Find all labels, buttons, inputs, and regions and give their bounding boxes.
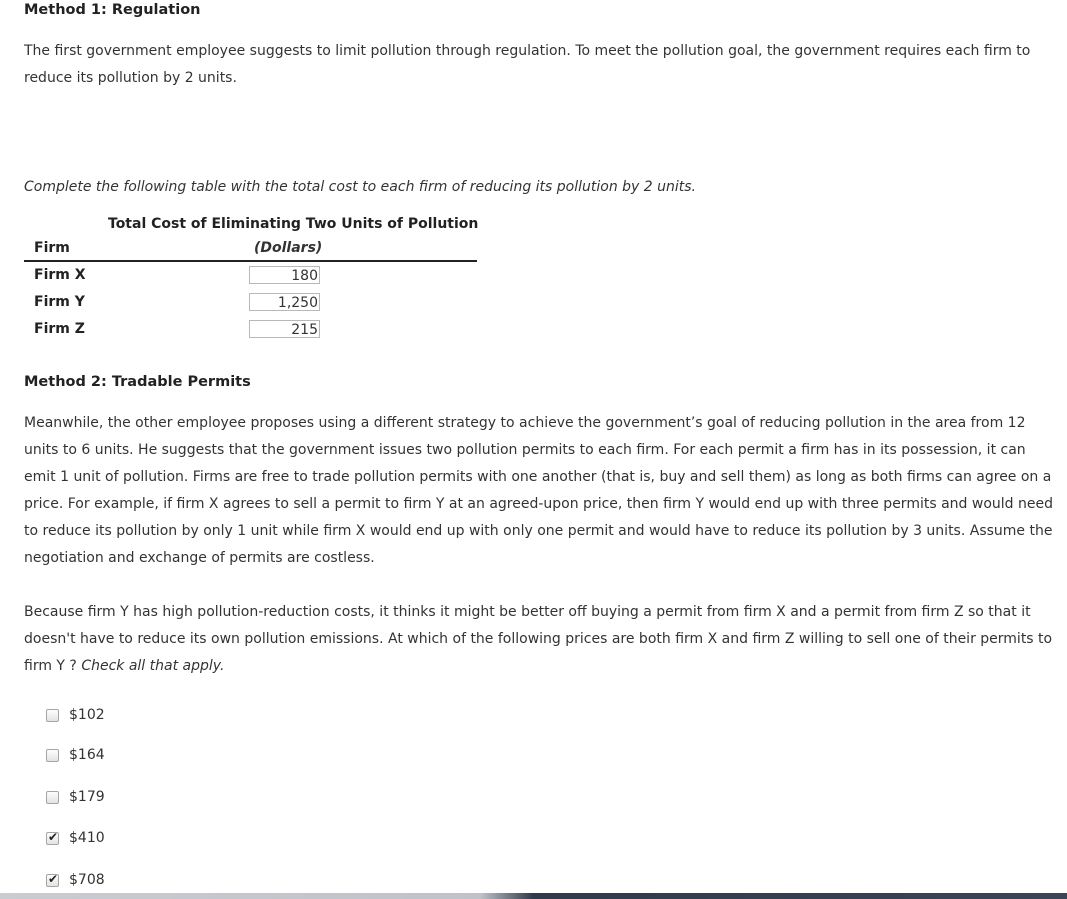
option-410[interactable]: [46, 827, 246, 851]
table-row: [24, 264, 477, 288]
checkmark-icon: ✔: [48, 830, 59, 844]
method2-heading: Method 2: Tradable Permits: [24, 374, 251, 390]
option-164[interactable]: [46, 744, 246, 768]
method2-paragraph-2: [24, 599, 1056, 680]
check-all-note: Check all that apply.: [81, 658, 225, 674]
firm-label: Firm X: [34, 267, 86, 283]
option-label: $708: [69, 872, 105, 888]
option-102[interactable]: [46, 704, 246, 728]
table-instruction: Complete the following table with the total cost to each firm of reducing its pollution by 2 units.: [24, 179, 696, 195]
option-label: $164: [69, 747, 105, 763]
option-label: $179: [69, 789, 105, 805]
firm-label: Firm Z: [34, 321, 85, 337]
checkbox[interactable]: [46, 791, 59, 804]
bottom-edge-bar: [0, 893, 1067, 899]
method2-paragraph-1: Meanwhile, the other employee proposes using a different strategy to achieve the government’s goal of reducing pollution in the area from 12 units to 6 units. He suggests that the government issues two pollution permits to each firm. For each permit a firm has in its possession, it can emit 1 unit of pollution. Firms are free to trade pollution permits with one another (that is, buy and sell them) as long as both firms can agree on a price. For example, if firm X agrees to sell a permit to firm Y at an agreed-upon price, then firm Y would end up with three permits and would need to reduce its pollution by only 1 unit while firm X would end up with only one permit and would have to reduce its pollution by 3 units. Assume the negotiation and exchange of permits are costless.: [24, 415, 1053, 566]
checkbox[interactable]: [46, 749, 59, 762]
column-header-firm: Firm: [34, 240, 70, 256]
option-label: $102: [69, 707, 105, 723]
checkmark-icon: ✔: [48, 872, 59, 886]
table-row: [24, 291, 477, 315]
column-header-dollars: (Dollars): [254, 240, 323, 256]
cost-input-firm-y[interactable]: 1,250: [249, 293, 320, 311]
option-708[interactable]: [46, 869, 246, 893]
table-row: [24, 318, 477, 342]
table-title: Total Cost of Eliminating Two Units of Pollution: [108, 216, 479, 232]
option-label: $410: [69, 830, 105, 846]
cost-input-firm-z[interactable]: 215: [249, 320, 320, 338]
header-rule: [24, 260, 477, 262]
checkbox-checked[interactable]: [46, 832, 59, 845]
method1-heading: Method 1: Regulation: [24, 2, 201, 18]
checkbox[interactable]: [46, 709, 59, 722]
question-text: Because firm Y has high pollution-reduction costs, it thinks it might be better off buying a permit from firm X and a permit from firm Z so that it doesn't have to reduce its own pollution emissions. At which of the following prices are both firm X and firm Z willing to sell one of their permits to firm Y ?: [24, 604, 1053, 674]
cost-input-firm-x[interactable]: 180: [249, 266, 320, 284]
firm-label: Firm Y: [34, 294, 85, 310]
method1-intro: The first government employee suggests to limit pollution through regulation. To meet the pollution goal, the government requires each firm to reduce its pollution by 2 units.: [24, 43, 1031, 86]
option-179[interactable]: [46, 786, 246, 810]
checkbox-checked[interactable]: [46, 874, 59, 887]
